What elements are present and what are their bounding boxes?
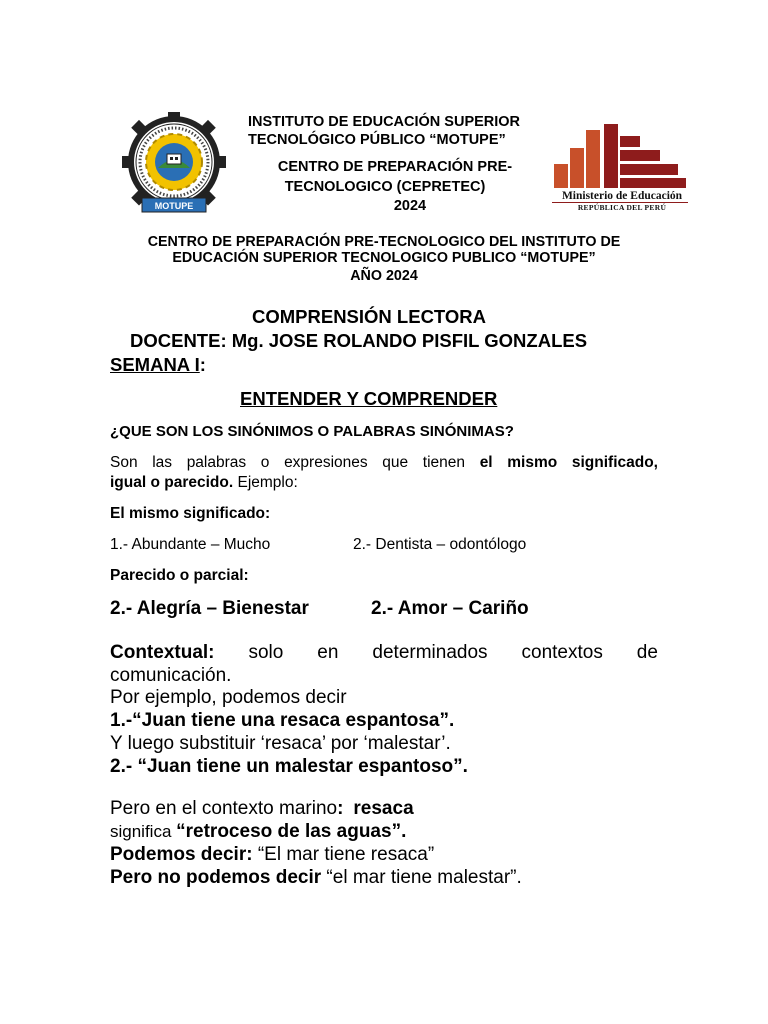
contextual-line-3: Por ejemplo, podemos decir bbox=[110, 687, 347, 708]
course-week-label: SEMANA I bbox=[110, 354, 200, 375]
ministerio-divider bbox=[552, 202, 688, 203]
header-line-1: INSTITUTO DE EDUCACIÓN SUPERIOR bbox=[248, 114, 521, 130]
definition-line-1 bbox=[110, 453, 658, 473]
contextual-line-5: Y luego substituir ‘resaca’ por ‘malestar’. bbox=[110, 733, 451, 754]
marine-can-label: Podemos decir: bbox=[110, 844, 253, 865]
partial-example-1: 2.- Alegría – Bienestar bbox=[110, 598, 309, 619]
contextual-word: en bbox=[317, 642, 339, 663]
contextual-example-1: 1.-“Juan tiene una resaca espantosa”. bbox=[110, 710, 455, 731]
marine-line-3 bbox=[110, 843, 434, 866]
marine-word: resaca bbox=[353, 798, 414, 819]
center-title-line-2: EDUCACIÓN SUPERIOR TECNOLOGICO PUBLICO “MOTUPE” bbox=[172, 250, 596, 266]
marine-meaning: “retroceso de las aguas”. bbox=[176, 821, 407, 842]
topic-title: ENTENDER Y COMPRENDER bbox=[240, 388, 498, 409]
partial-example-2: 2.- Amor – Cariño bbox=[371, 598, 529, 619]
motupe-logo bbox=[112, 112, 236, 216]
definition-text: Son las palabras o expresiones que tienen bbox=[110, 454, 480, 471]
same-meaning-label: El mismo significado: bbox=[110, 505, 271, 522]
marine-cannot-label: Pero no podemos decir bbox=[110, 867, 322, 888]
marine-means: significa bbox=[110, 822, 177, 841]
partial-label: Parecido o parcial: bbox=[110, 567, 249, 584]
marine-line-2 bbox=[110, 820, 406, 843]
marine-can-text: “El mar tiene resaca” bbox=[252, 844, 435, 865]
center-title-line-3: AÑO 2024 bbox=[350, 268, 418, 284]
header-line-5: 2024 bbox=[393, 198, 427, 214]
definition-bold-1: el mismo significado, bbox=[479, 454, 658, 471]
definition-line-2 bbox=[110, 473, 298, 493]
definition-example-label: Ejemplo: bbox=[233, 474, 298, 491]
contextual-label: Contextual: bbox=[110, 642, 215, 663]
same-meaning-example-2: 2.- Dentista – odontólogo bbox=[353, 536, 527, 553]
marine-line-4 bbox=[110, 866, 522, 889]
contextual-line-2: comunicación. bbox=[110, 665, 232, 686]
ministerio-name: Ministerio de Educación bbox=[561, 190, 683, 202]
course-teacher: DOCENTE: Mg. JOSE ROLANDO PISFIL GONZALES bbox=[130, 330, 588, 351]
header-line-3: CENTRO DE PREPARACIÓN PRE- bbox=[277, 159, 513, 175]
course-subject: COMPRENSIÓN LECTORA bbox=[252, 306, 487, 327]
same-meaning-example-1: 1.- Abundante – Mucho bbox=[110, 536, 271, 553]
contextual-word: solo bbox=[248, 642, 284, 663]
contextual-word: contextos bbox=[521, 642, 603, 663]
marine-colon: : bbox=[337, 798, 344, 819]
ministerio-country: REPÚBLICA DEL PERÚ bbox=[577, 203, 667, 212]
contextual-word: determinados bbox=[372, 642, 488, 663]
header-line-2: TECNOLÓGICO PÚBLICO “MOTUPE” bbox=[248, 132, 506, 148]
logo-ribbon-text: MOTUPE bbox=[154, 201, 194, 211]
header-line-4: TECNOLOGICO (CEPRETEC) bbox=[284, 179, 486, 195]
course-week-colon: : bbox=[199, 354, 206, 375]
marine-intro: Pero en el contexto marino bbox=[110, 798, 338, 819]
question-heading: ¿QUE SON LOS SINÓNIMOS O PALABRAS SINÓNIMAS? bbox=[110, 423, 514, 440]
contextual-word: de bbox=[636, 642, 658, 663]
definition-bold-2: igual o parecido. bbox=[110, 474, 234, 491]
center-title-line-1: CENTRO DE PREPARACIÓN PRE-TECNOLOGICO DEL INSTITUTO DE bbox=[147, 234, 621, 250]
marine-line-1 bbox=[110, 797, 414, 820]
contextual-example-2: 2.- “Juan tiene un malestar espantoso”. bbox=[110, 756, 468, 777]
marine-cannot-text: “el mar tiene malestar”. bbox=[321, 867, 522, 888]
course-week bbox=[110, 353, 206, 376]
ministerio-logo bbox=[548, 124, 690, 214]
contextual-line-1 bbox=[110, 641, 658, 664]
